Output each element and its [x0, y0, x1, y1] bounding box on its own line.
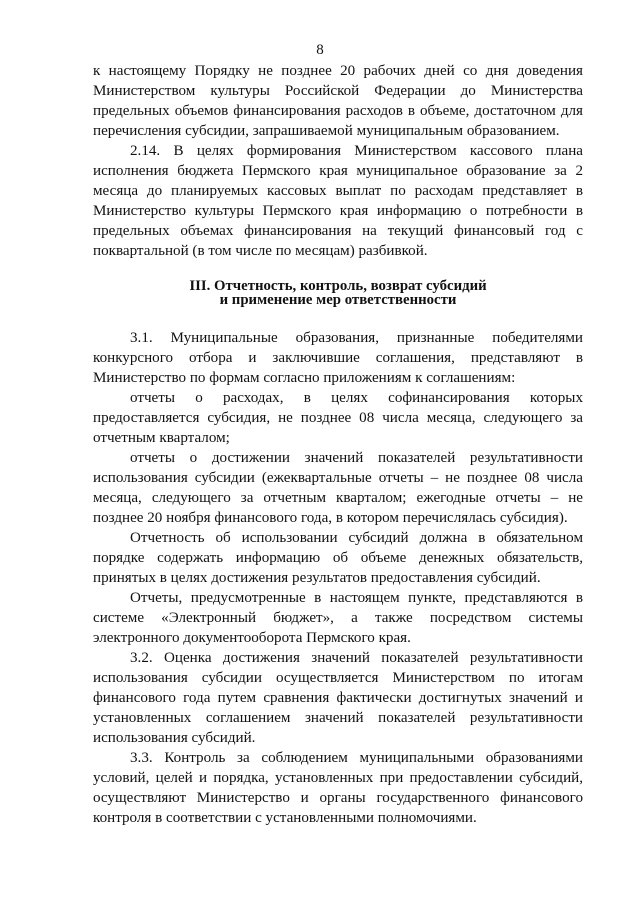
paragraph-3-3: 3.3. Контроль за соблюдением муниципальными образованиями условий, целей и порядка, установленных при предоставлении субсидий, осуществляют Министерство и органы государственного финансового контроля в соответствии с установленными полномочиями.: [93, 750, 583, 826]
paragraph-continuation: к настоящему Порядку не позднее 20 рабочих дней со дня доведения Министерством культуры Российской Федерации до Министерства предельных объемов финансирования расходов в объеме, достаточном для перечисления субсидии, запрашиваемой муниципальным образованием.: [93, 63, 583, 139]
paragraph-3-1: 3.1. Муниципальные образования, признанные победителями конкурсного отбора и заключившие соглашения, представляют в Министерство по формам согласно приложениям к соглашениям:: [93, 330, 583, 386]
page-number: 8: [316, 42, 324, 58]
paragraph-reporting-systems: Отчеты, предусмотренные в настоящем пункте, представляются в системе «Электронный бюджет», а также посредством системы электронного документооборота Пермского края.: [93, 590, 583, 646]
paragraph-2-14: 2.14. В целях формирования Министерством кассового плана исполнения бюджета Пермского края муниципальное образование за 2 месяца до планируемых кассовых выплат по расходам представляет в Министерство культуры Пермского края информацию о потребности в предельных объемах финансирования на текущий финансовый год с поквартальной (в том числе по месяцам) разбивкой.: [93, 143, 583, 259]
paragraph-expense-reports: отчеты о расходах, в целях софинансирования которых предоставляется субсидия, не позднее 08 числа месяца, следующего за отчетным кварталом;: [93, 390, 583, 446]
section-heading: [93, 279, 583, 307]
document-body: [93, 61, 583, 828]
section-heading-line-2: и применение мер ответственности: [219, 292, 457, 308]
paragraph-performance-reports: отчеты о достижении значений показателей результативности использования субсидии (ежеквартальные отчеты – не позднее 08 числа месяца, следующего за отчетным кварталом; ежегодные отчеты – не позднее 20 ноября финансового года, в котором перечислялась субсидия).: [93, 450, 583, 526]
paragraph-reporting-content: Отчетность об использовании субсидий должна в обязательном порядке содержать информацию об объеме денежных обязательств, принятых в целях достижения результатов предоставления субсидий.: [93, 530, 583, 586]
paragraph-3-2: 3.2. Оценка достижения значений показателей результативности использования субсидии осуществляется Министерством по итогам финансового года путем сравнения фактически достигнутых значений и установленных соглашением значений показателей результативности использования субсидий.: [93, 650, 583, 746]
section-heading-line-1: III. Отчетность, контроль, возврат субсидий: [189, 278, 487, 294]
